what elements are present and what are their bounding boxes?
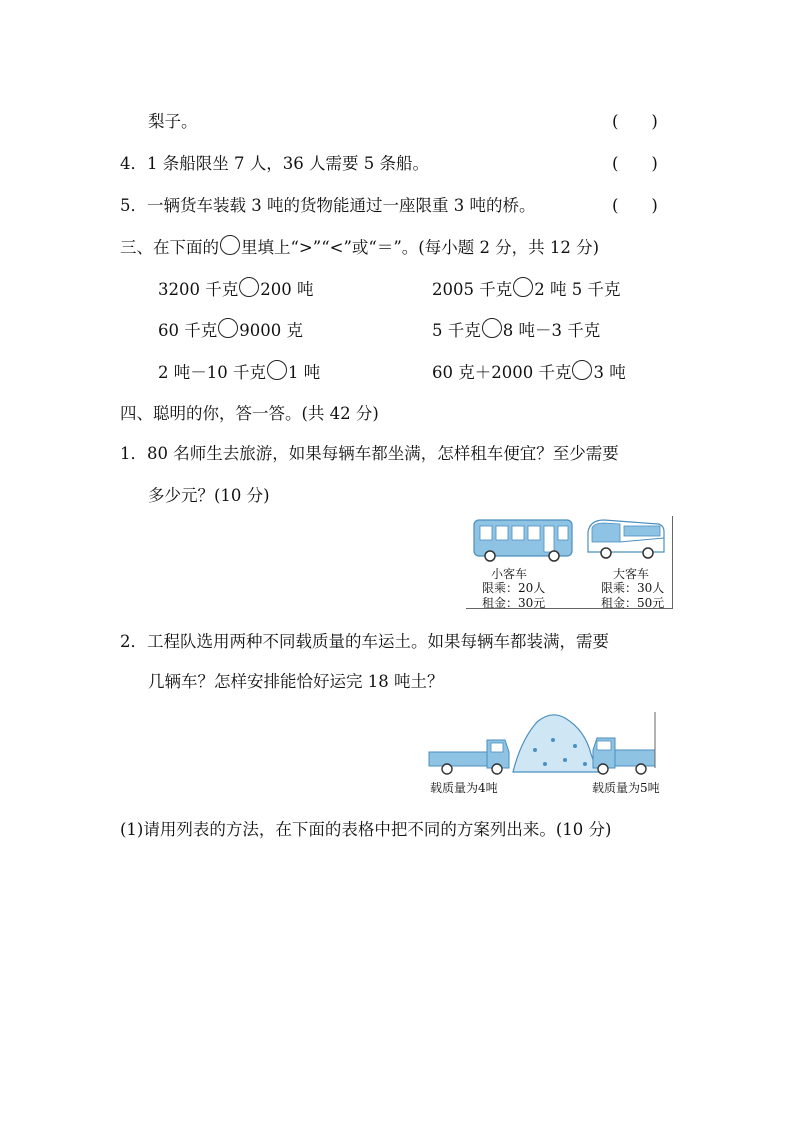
- small-bus-icon: [474, 520, 572, 561]
- section3-title: [120, 234, 599, 258]
- small-bus-rent: 租金：30元: [482, 596, 546, 610]
- compare-right: 8 吨－3 千克: [502, 321, 601, 340]
- compare-left: 5 千克: [432, 321, 481, 340]
- q3-tail-text: 梨子。: [148, 112, 198, 131]
- q2-text-b: 几辆车？怎样安排能恰好运完 18 吨土？: [148, 672, 444, 691]
- compare-right: 200 吨: [260, 280, 314, 299]
- compare-item-3: [158, 317, 303, 341]
- q4-text: 4．1 条船限坐 7 人，36 人需要 5 条船。: [120, 154, 429, 173]
- left-truck-icon: [429, 740, 509, 774]
- circle-icon: [220, 235, 240, 255]
- compare-item-4: [432, 317, 600, 341]
- q1-text-a: 1．80 名师生去旅游，如果每辆车都坐满，怎样租车便宜？至少需要: [120, 444, 619, 463]
- answer-paren-4[interactable]: ( ): [612, 154, 658, 173]
- big-bus-icon: [588, 520, 664, 558]
- compare-right: 1 吨: [287, 363, 321, 382]
- answer-circle-1[interactable]: [239, 277, 259, 297]
- compare-left: 2 吨－10 千克: [158, 363, 266, 382]
- big-bus-rent: 租金：50元: [601, 596, 665, 610]
- section3-title-b: 里填上“>”“<”或“＝”。(每小题 2 分，共 12 分): [241, 238, 600, 257]
- compare-right: 2 吨 5 千克: [534, 280, 621, 299]
- big-bus-limit: 限乘：30人: [601, 581, 665, 595]
- big-bus-name: 大客车: [613, 567, 650, 581]
- answer-circle-2[interactable]: [513, 277, 533, 297]
- answer-paren-3[interactable]: ( ): [612, 112, 658, 131]
- section3-title-a: 三、在下面的: [120, 238, 219, 257]
- answer-circle-6[interactable]: [572, 360, 592, 380]
- truck-illustration: [425, 710, 661, 776]
- compare-left: 60 千克: [158, 321, 218, 340]
- answer-circle-3[interactable]: [218, 318, 238, 338]
- compare-left: 3200 千克: [158, 280, 239, 299]
- truck-left-label: 载质量为4吨: [430, 781, 498, 795]
- answer-circle-4[interactable]: [482, 318, 502, 338]
- q5-text: 5．一辆货车装载 3 吨的货物能通过一座限重 3 吨的桥。: [120, 196, 536, 215]
- compare-item-2: [432, 276, 620, 300]
- compare-item-5: [158, 359, 320, 383]
- q2-text-a: 2．工程队选用两种不同载质量的车运土。如果每辆车都装满，需要: [120, 632, 609, 651]
- compare-left: 60 克＋2000 千克: [432, 363, 572, 382]
- compare-item-1: [158, 276, 314, 300]
- small-bus-limit: 限乘：20人: [482, 581, 546, 595]
- compare-left: 2005 千克: [432, 280, 513, 299]
- bus-illustration: [470, 516, 670, 564]
- section4-title: 四、聪明的你，答一答。(共 42 分): [120, 404, 379, 423]
- compare-right: 9000 克: [239, 321, 303, 340]
- right-truck-icon: [593, 712, 655, 774]
- q2-part1-text: (1)请用列表的方法，在下面的表格中把不同的方案列出来。(10 分): [120, 820, 612, 839]
- answer-paren-5[interactable]: ( ): [612, 196, 658, 215]
- compare-item-6: [432, 359, 626, 383]
- soil-pile-icon: [513, 715, 601, 772]
- answer-circle-5[interactable]: [267, 360, 287, 380]
- small-bus-name: 小客车: [491, 567, 528, 581]
- truck-right-label: 载质量为5吨: [592, 781, 660, 795]
- compare-right: 3 吨: [593, 363, 626, 382]
- q1-text-b: 多少元？(10 分): [148, 486, 270, 505]
